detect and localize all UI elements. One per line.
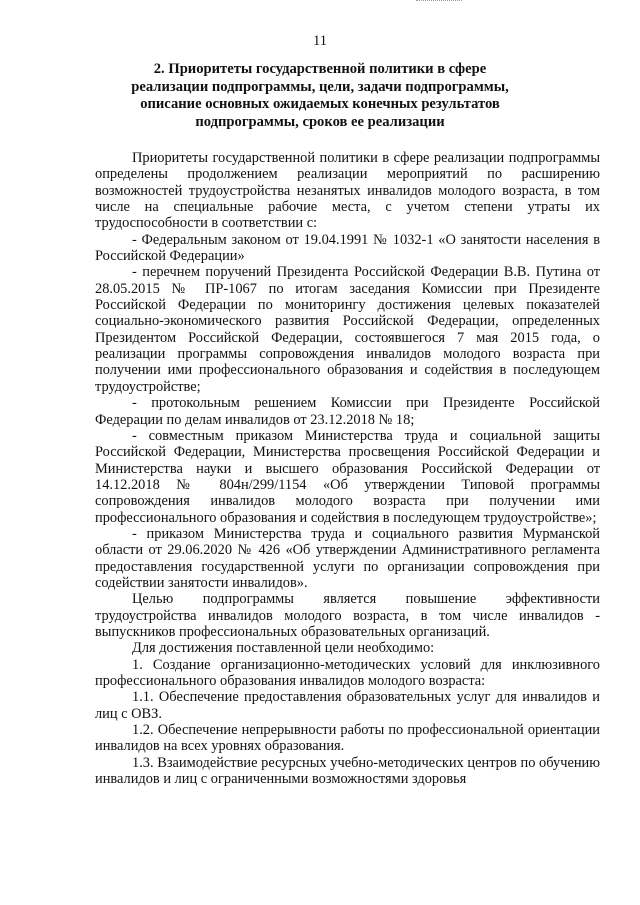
paragraph-goal-requirements: Для достижения поставленной цели необходимо:: [132, 640, 435, 657]
paragraph-commission-decision: - протокольным решением Комиссии при Президенте Российской Федерации по делам инвалидов от 23.12.2018 № 18;: [95, 395, 600, 428]
body-text: [95, 150, 600, 787]
paragraph-murmansk-order: - приказом Министерства труда и социального развития Мурманской области от 29.06.2020 № 426 «Об утверждении Административного регламента предоставления государственной услуги по организации сопровождения при содействии занятости инвалидов».: [95, 525, 600, 591]
paragraph-task-1-1: 1.1. Обеспечение предоставления образовательных услуг для инвалидов и лиц с ОВЗ.: [95, 689, 600, 722]
paragraph-federal-law: - Федеральным законом от 19.04.1991 № 1032-1 «О занятости населения в Российской Федерации»: [95, 231, 600, 265]
page-number: 11: [313, 33, 327, 49]
paragraph-priorities-intro: Приоритеты государственной политики в сфере реализации подпрограммы определены продолжением реализации мероприятий по расширению возможностей трудоустройства незанятых инвалидов молодого возраста, в том числе на специальные рабочие места, с учетом степени утраты их трудоспособности в соответствии с:: [95, 150, 600, 232]
paragraph-president-instructions: - перечнем поручений Президента Российской Федерации В.В. Путина от 28.05.2015 № ПР-1067 по итогам заседания Комиссии при Президенте Российской Федерации по мониторингу достижения целевых показателей социально-экономического развития Российской Федерации, определенных Президентом Российской Федерации, состоявшегося 7 мая 2015 года, о реализации программы сопровождения инвалидов молодого возраста при получении ими профессионального образования и содействия в последующем трудоустройстве;: [95, 264, 600, 395]
paragraph-goal: Целью подпрограммы является повышение эффективности трудоустройства инвалидов молодого возраста, в том числе инвалидов - выпускников профессиональных образовательных организаций.: [95, 591, 600, 640]
paragraph-task-1-3: 1.3. Взаимодействие ресурсных учебно-методических центров по обучению инвалидов и лиц с ограниченными возможностями здоровья: [95, 754, 600, 788]
scan-header-mark: [416, 0, 462, 4]
paragraph-task-1: 1. Создание организационно-методических условий для инклюзивного профессионального образования инвалидов молодого возраста:: [95, 656, 600, 689]
section-heading: 2. Приоритеты государственной политики в сфере реализации подпрограммы, цели, задачи подпрограммы, описание основных ожидаемых конечных результатов подпрограммы, сроков ее реализации: [131, 61, 509, 130]
paragraph-joint-order: - совместным приказом Министерства труда и социальной защиты Российской Федерации, Министерства просвещения Российской Федерации и Министерства науки и высшего образования Российской Федерации от 14.12.2018 № 804н/299/1154 «Об утверждении Типовой программы сопровождения инвалидов молодого возраста при получении ими профессионального образования и содействия в последующем трудоустройстве»;: [95, 427, 600, 526]
paragraph-task-1-2: 1.2. Обеспечение непрерывности работы по профессиональной ориентации инвалидов на всех уровнях образования.: [95, 722, 600, 755]
